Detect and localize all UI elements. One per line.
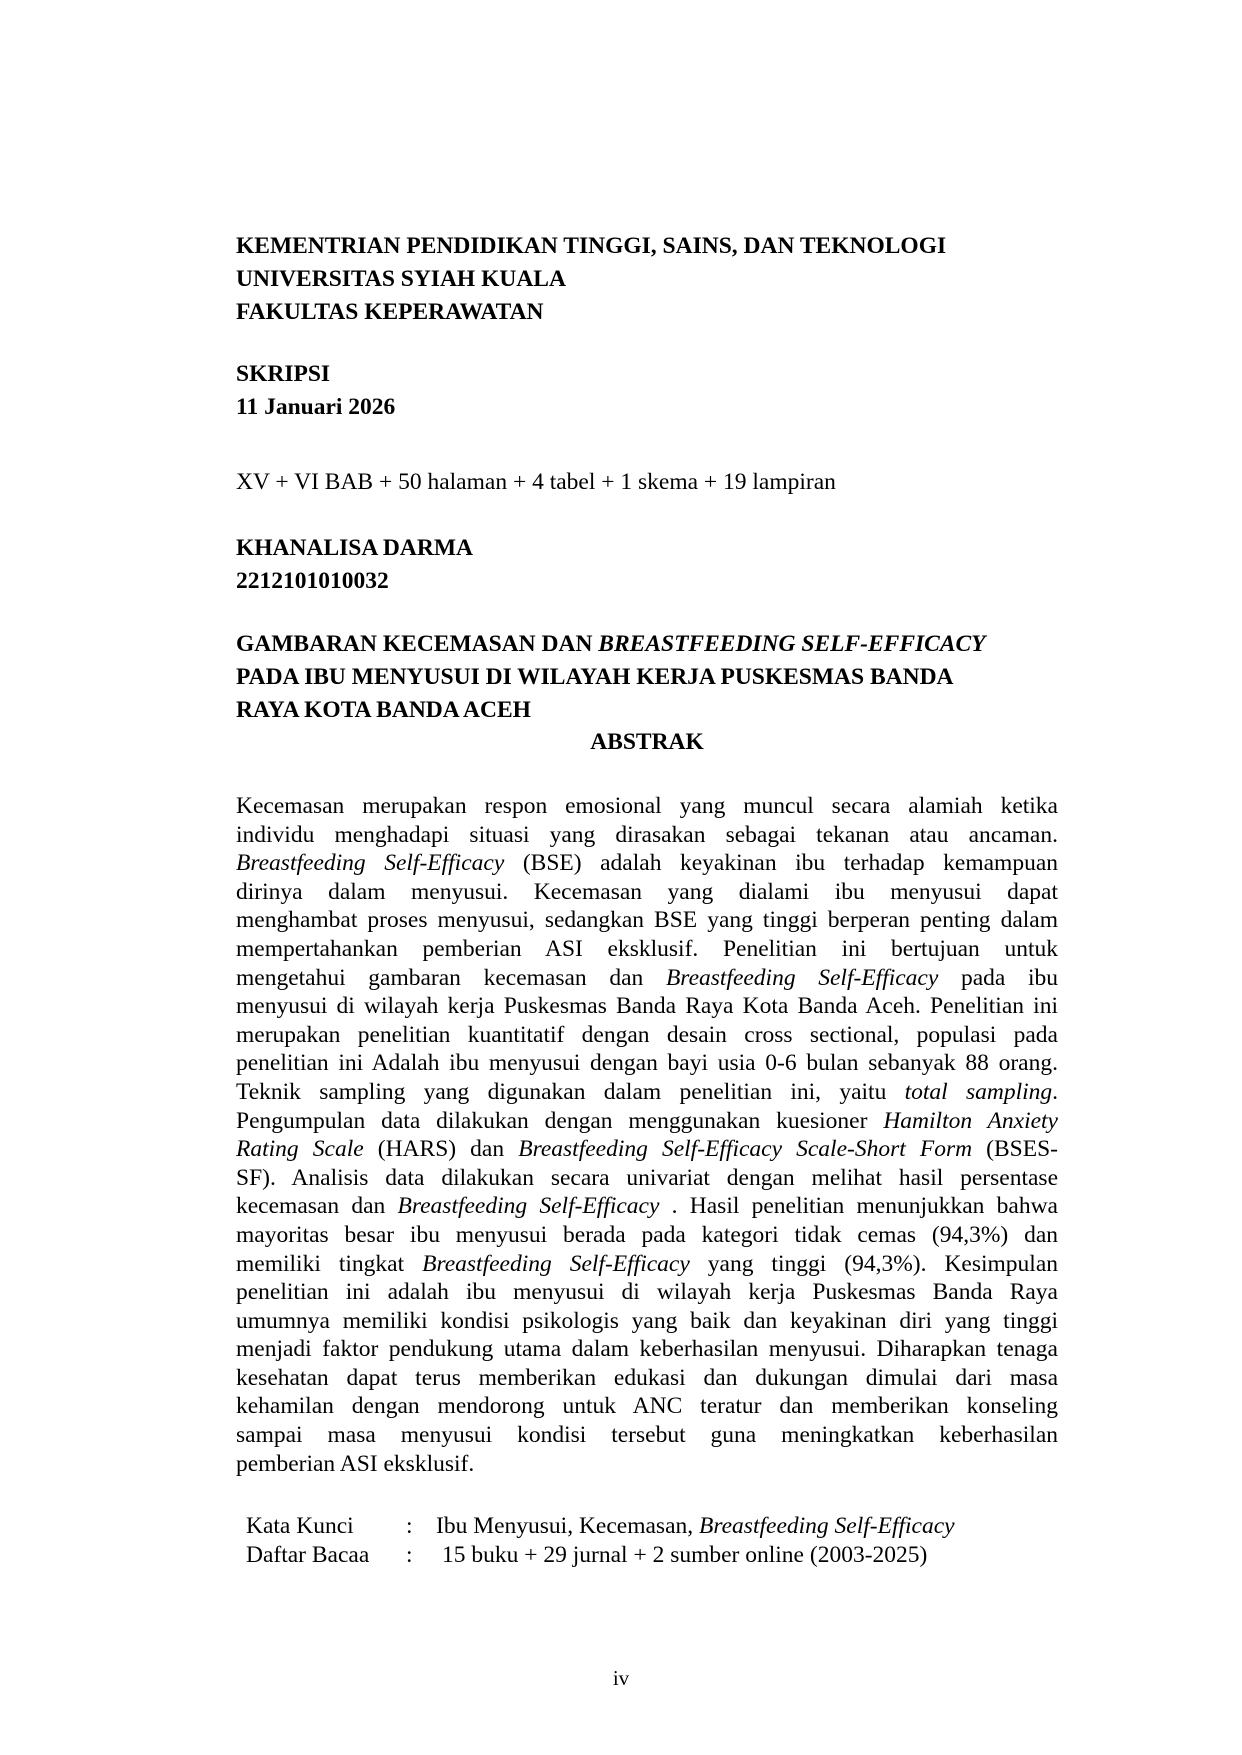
keywords-block — [246, 1512, 955, 1570]
abstract-text: Kecemasan merupakan respon emosional yang muncul secara alamiah ketika — [236, 793, 1058, 819]
abstract-line — [236, 992, 1058, 1021]
abstract-text: mayoritas besar ibu menyusui berada pada kategori tidak cemas (94,3%) dan — [236, 1221, 1058, 1248]
abstract-text: sampai masa menyusui kondisi tersebut guna meningkatkan keberhasilan — [236, 1422, 1058, 1449]
abstract-text: (BSES- — [972, 1136, 1058, 1163]
abstract-text: yang tinggi (94,3%). Kesimpulan — [689, 1250, 1059, 1277]
abstract-line — [236, 906, 1058, 935]
references-row — [246, 1541, 955, 1570]
abstract-text: memiliki tingkat — [236, 1250, 423, 1277]
document-date: 11 Januari 2026 — [236, 394, 396, 420]
abstract-text: kesehatan dapat terus memberikan edukasi dan dukungan dimulai dari masa — [236, 1364, 1058, 1391]
abstract-line — [236, 1278, 1058, 1307]
abstract-line — [236, 1192, 1058, 1221]
institution-header — [236, 230, 1058, 329]
abstract-text: kecemasan dan — [236, 1193, 398, 1220]
abstract-line — [236, 964, 1058, 993]
faculty-name: FAKULTAS KEPERAWATAN — [236, 299, 544, 325]
abstract-text: . Hasil penelitian menunjukkan bahwa — [659, 1193, 1058, 1220]
title-line-2: PADA IBU MENYUSUI DI WILAYAH KERJA PUSKESMAS BANDA — [236, 664, 954, 690]
abstract-italic-term: Breastfeeding Self-Efficacy — [422, 1250, 690, 1277]
student-id: 2212101010032 — [236, 568, 389, 594]
abstract-line — [236, 1450, 1058, 1479]
abstract-text: merupakan penelitian kuantitatif dengan desain cross sectional, populasi pada — [236, 1021, 1058, 1048]
abstract-text: . — [1052, 1078, 1059, 1105]
abstract-text: Pengumpulan data dilakukan dengan menggunakan kuesioner — [236, 1107, 884, 1134]
abstract-text: menyusui di wilayah kerja Puskesmas Banda Raya Kota Banda Aceh. Penelitian ini — [236, 993, 1058, 1020]
references-colon: : — [406, 1542, 413, 1568]
keywords-label: Kata Kunci — [246, 1513, 354, 1539]
abstract-line — [236, 1049, 1058, 1078]
keywords-row — [246, 1512, 955, 1541]
abstract-line — [236, 1364, 1058, 1393]
abstract-text: menjadi faktor pendukung utama dalam keberhasilan menyusui. Diharapkan tenaga — [236, 1336, 1058, 1363]
abstract-text: individu menghadapi situasi yang dirasakan sebagai tekanan atau ancaman. — [236, 821, 1058, 848]
abstract-text: penelitian ini adalah ibu menyusui di wilayah kerja Puskesmas Banda Raya — [236, 1279, 1058, 1306]
abstract-text: pada ibu — [938, 964, 1059, 991]
abstract-line — [236, 1421, 1058, 1450]
abstract-line — [236, 1392, 1058, 1421]
keywords-value-plain: Ibu Menyusui, Kecemasan, — [436, 1513, 699, 1539]
abstract-text: mempertahankan pemberian ASI eksklusif. Penelitian ini bertujuan untuk — [236, 935, 1058, 962]
abstract-line — [236, 821, 1058, 850]
title-line-1 — [236, 628, 1058, 661]
abstract-italic-term: Breastfeeding Self-Efficacy — [397, 1193, 660, 1220]
abstract-italic-term: Rating Scale — [236, 1136, 364, 1163]
abstract-text: Teknik sampling yang digunakan dalam penelitian ini, yaitu — [236, 1078, 905, 1105]
abstract-text: pemberian ASI eksklusif. — [236, 1450, 475, 1477]
references-value: 15 buku + 29 jurnal + 2 sumber online (2003-2025) — [442, 1542, 928, 1568]
abstract-line — [236, 1021, 1058, 1050]
abstract-line — [236, 1078, 1058, 1107]
document-info — [236, 358, 1058, 424]
abstract-italic-term: Breastfeeding Self-Efficacy — [665, 964, 939, 991]
page-number: iv — [612, 1666, 630, 1690]
university-name: UNIVERSITAS SYIAH KUALA — [236, 266, 566, 292]
abstract-body — [236, 792, 1058, 1478]
document-composition: XV + VI BAB + 50 halaman + 4 tabel + 1 skema + 19 lampiran — [236, 469, 836, 495]
abstract-text: (BSE) adalah keyakinan ibu terhadap kemampuan — [504, 850, 1059, 877]
abstract-line — [236, 1335, 1058, 1364]
abstract-line — [236, 1107, 1058, 1136]
abstract-text: umumnya memiliki kondisi psikologis yang baik dan keyakinan diri yang tinggi — [236, 1307, 1058, 1334]
abstract-line — [236, 1164, 1058, 1193]
abstract-heading: ABSTRAK — [590, 729, 704, 755]
abstract-text: SF). Analisis data dilakukan secara univariat dengan melihat hasil persentase — [236, 1164, 1058, 1191]
abstract-text: penelitian ini Adalah ibu menyusui dengan bayi usia 0-6 bulan sebanyak 88 orang. — [236, 1050, 1058, 1077]
title-line-3: RAYA KOTA BANDA ACEH — [236, 697, 531, 723]
author-name: KHANALISA DARMA — [236, 535, 473, 561]
document-type: SKRIPSI — [236, 361, 331, 387]
abstract-italic-term: Breastfeeding Self-Efficacy — [236, 850, 505, 877]
keywords-value — [436, 1512, 955, 1541]
abstract-line — [236, 792, 1058, 821]
abstract-text: dirinya dalam menyusui. Kecemasan yang dialami ibu menyusui dapat — [236, 878, 1058, 905]
abstract-line — [236, 1250, 1058, 1279]
abstract-text: kehamilan dengan mendorong untuk ANC teratur dan memberikan konseling — [236, 1393, 1058, 1420]
ministry-name: KEMENTRIAN PENDIDIKAN TINGGI, SAINS, DAN TEKNOLOGI — [236, 233, 947, 259]
abstract-line — [236, 849, 1058, 878]
author-block — [236, 532, 1058, 598]
abstract-italic-term: Hamilton Anxiety — [883, 1107, 1058, 1134]
abstract-italic-term: Breastfeeding Self-Efficacy Scale-Short Form — [518, 1136, 973, 1163]
abstract-text: menghambat proses menyusui, sedangkan BSE yang tinggi berperan penting dalam — [236, 907, 1058, 934]
references-label: Daftar Bacaa — [246, 1542, 370, 1568]
keywords-value-italic: Breastfeeding Self-Efficacy — [699, 1513, 955, 1539]
abstract-italic-term: total sampling — [904, 1078, 1053, 1105]
abstract-line — [236, 935, 1058, 964]
abstract-line — [236, 1307, 1058, 1336]
abstract-text: mengetahui gambaran kecemasan dan — [236, 964, 666, 991]
abstract-text: (HARS) dan — [363, 1136, 519, 1163]
abstract-line — [236, 1221, 1058, 1250]
thesis-title — [236, 628, 1058, 727]
abstract-line — [236, 878, 1058, 907]
title-line-1-italic: BREASTFEEDING SELF-EFFICACY — [598, 631, 986, 657]
keywords-colon: : — [406, 1513, 413, 1539]
title-line-1-plain: GAMBARAN KECEMASAN DAN — [236, 631, 599, 657]
abstract-line — [236, 1135, 1058, 1164]
